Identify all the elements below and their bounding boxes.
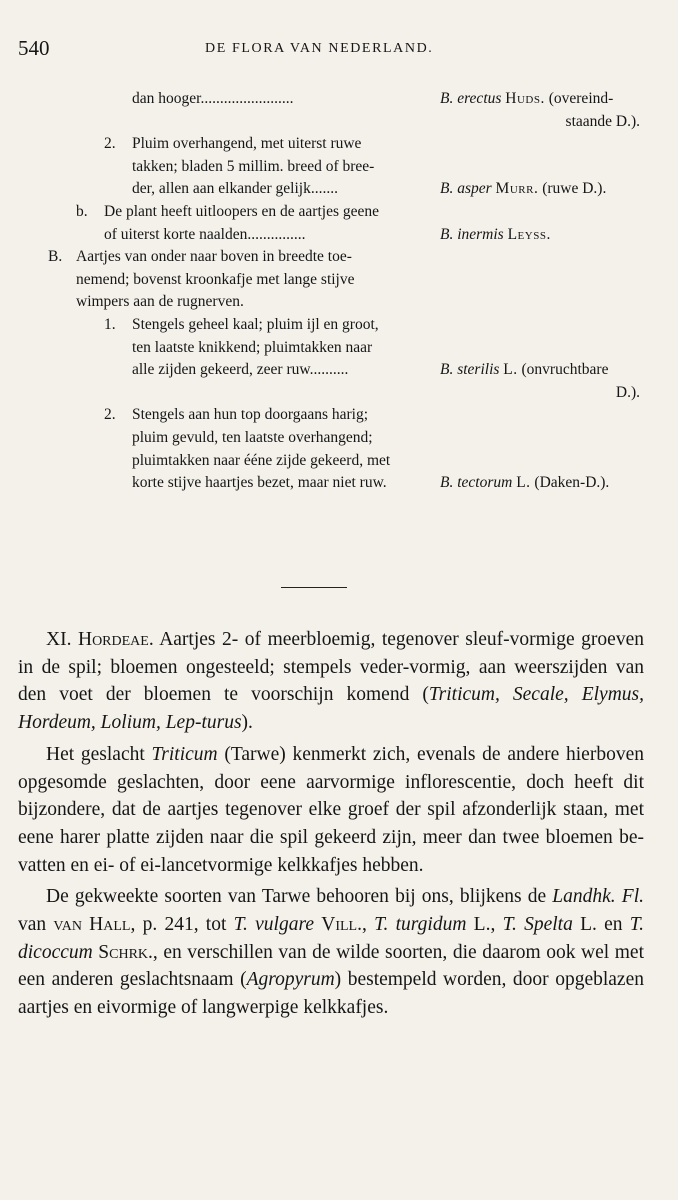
species-author: Leyss.: [507, 225, 551, 243]
genera-list: Triticum, Secale, Elymus, Hordeum, Lolium, Lep-turus: [18, 684, 644, 734]
key-line: [0, 404, 678, 427]
common-name: (ruwe D.).: [542, 180, 607, 198]
species-binomial: B. inermis: [440, 225, 504, 243]
key-label: B.: [48, 248, 63, 266]
species-name: [440, 178, 606, 201]
paragraph-triticum: Het geslacht Triticum (Tarwe) kenmerkt zich, evenals de andere hierboven opgesomde geslachten, door eene aarvormige inflorescentie, doch heeft dit bijzondere, dat de aartjes tegenover elke groef der spil afzonderlijk staan, met eene harer platte zijden naar die spil gekeerd zijn, meer dan twee bloemen be-vatten en ei- of ei-lancetvormige kelkkafjes hebben.: [18, 743, 644, 876]
key-line: [0, 224, 678, 247]
common-name: (onvruchtbare: [521, 361, 609, 379]
key-line: [0, 133, 678, 156]
identification-key: [0, 88, 678, 495]
key-text: Pluim overhangend, met uiterst ruwe: [132, 135, 362, 153]
species-author: L.: [516, 474, 531, 492]
paragraph-hordeae: XI. Hordeae. Aartjes 2- of meerbloemig, tegenover sleuf-vormige groeven in de spil; bloemen ongesteeld; stempels veder-vormig, aan weerszijden van den voet der bloemen te voorschijn komend (Triticum, Secale, Elymus, Hordeum, Lolium, Lep-turus).: [18, 629, 644, 734]
key-text: takken; bladen 5 millim. breed of bree-: [132, 157, 375, 175]
key-line: [0, 450, 678, 473]
key-line: [0, 291, 678, 314]
running-title: DE FLORA VAN NEDERLAND.: [205, 41, 434, 56]
tribe-name: Hordeae.: [77, 629, 154, 650]
common-name-continuation: D.).: [615, 383, 640, 401]
key-line: [0, 472, 678, 495]
key-label: b.: [76, 202, 88, 220]
species-name: [440, 224, 551, 247]
species-binomial: B. asper: [440, 180, 492, 198]
species-binomial: B. sterilis: [440, 361, 500, 379]
key-line: [0, 427, 678, 450]
key-line: [0, 359, 678, 382]
key-line: [0, 156, 678, 179]
key-text: De plant heeft uitloopers en de aartjes geene: [104, 202, 380, 220]
key-label: 2.: [104, 406, 116, 424]
key-line: [0, 246, 678, 269]
key-text: alle zijden gekeerd, zeer ruw..........: [132, 361, 349, 379]
paragraph-cultivated: De gekweekte soorten van Tarwe behooren bij ons, blijkens de Landhk. Fl. van van Hall, p. 241, tot T. vulgare Vill., T. turgidum L., T. Spelta L. en T. dicoccum Schrk., en verschillen van de wilde soorten, die daarom ook wel met een anderen geslachtsnaam (Agropyrum) bestempeld worden, door opgeblazen aartjes en eivormige of langwerpige kelkkafjes.: [18, 886, 645, 1019]
key-text: Stengels aan hun top doorgaans harig;: [132, 406, 369, 424]
key-line: [0, 88, 678, 111]
key-line: [0, 111, 678, 134]
key-text: nemend; bovenst kroonkafje met lange stijve: [76, 270, 355, 288]
common-name: (Daken-D.).: [534, 474, 610, 492]
key-text: pluimtakken naar ééne zijde gekeerd, met: [132, 451, 391, 469]
key-label: 1.: [104, 315, 116, 333]
key-text: of uiterst korte naalden...............: [104, 225, 306, 243]
species-name: [440, 359, 608, 382]
common-name: (overeind-: [548, 90, 614, 107]
key-line: [0, 382, 678, 405]
key-text: wimpers aan de rugnerven.: [76, 293, 244, 311]
key-text: Aartjes van onder naar boven in breedte toe-: [76, 248, 352, 266]
species-author: Huds.: [505, 90, 545, 107]
species-name: [440, 88, 613, 111]
page-number: 540: [18, 36, 50, 60]
species-name: [440, 472, 609, 495]
key-text: korte stijve haartjes bezet, maar niet ruw.: [132, 474, 387, 492]
species-author: Murr.: [495, 180, 539, 198]
common-name-continuation: staande D.).: [565, 112, 640, 130]
key-text: pluim gevuld, ten laatste overhangend;: [132, 428, 373, 446]
key-line: [0, 314, 678, 337]
species-author: L.: [503, 361, 518, 379]
key-line: [0, 201, 678, 224]
species-binomial: B. erectus: [440, 90, 502, 107]
key-line: [0, 178, 678, 201]
main-text: [18, 626, 644, 1026]
key-line: [0, 269, 678, 292]
key-text: der, allen aan elkander gelijk.......: [132, 180, 338, 198]
section-divider: [281, 587, 347, 588]
key-text: dan hooger........................: [132, 90, 294, 107]
key-text: ten laatste knikkend; pluimtakken naar: [132, 338, 373, 356]
species-binomial: B. tectorum: [440, 474, 513, 492]
key-label: 2.: [104, 135, 116, 153]
key-line: [0, 337, 678, 360]
key-text: Stengels geheel kaal; pluim ijl en groot,: [132, 315, 379, 333]
